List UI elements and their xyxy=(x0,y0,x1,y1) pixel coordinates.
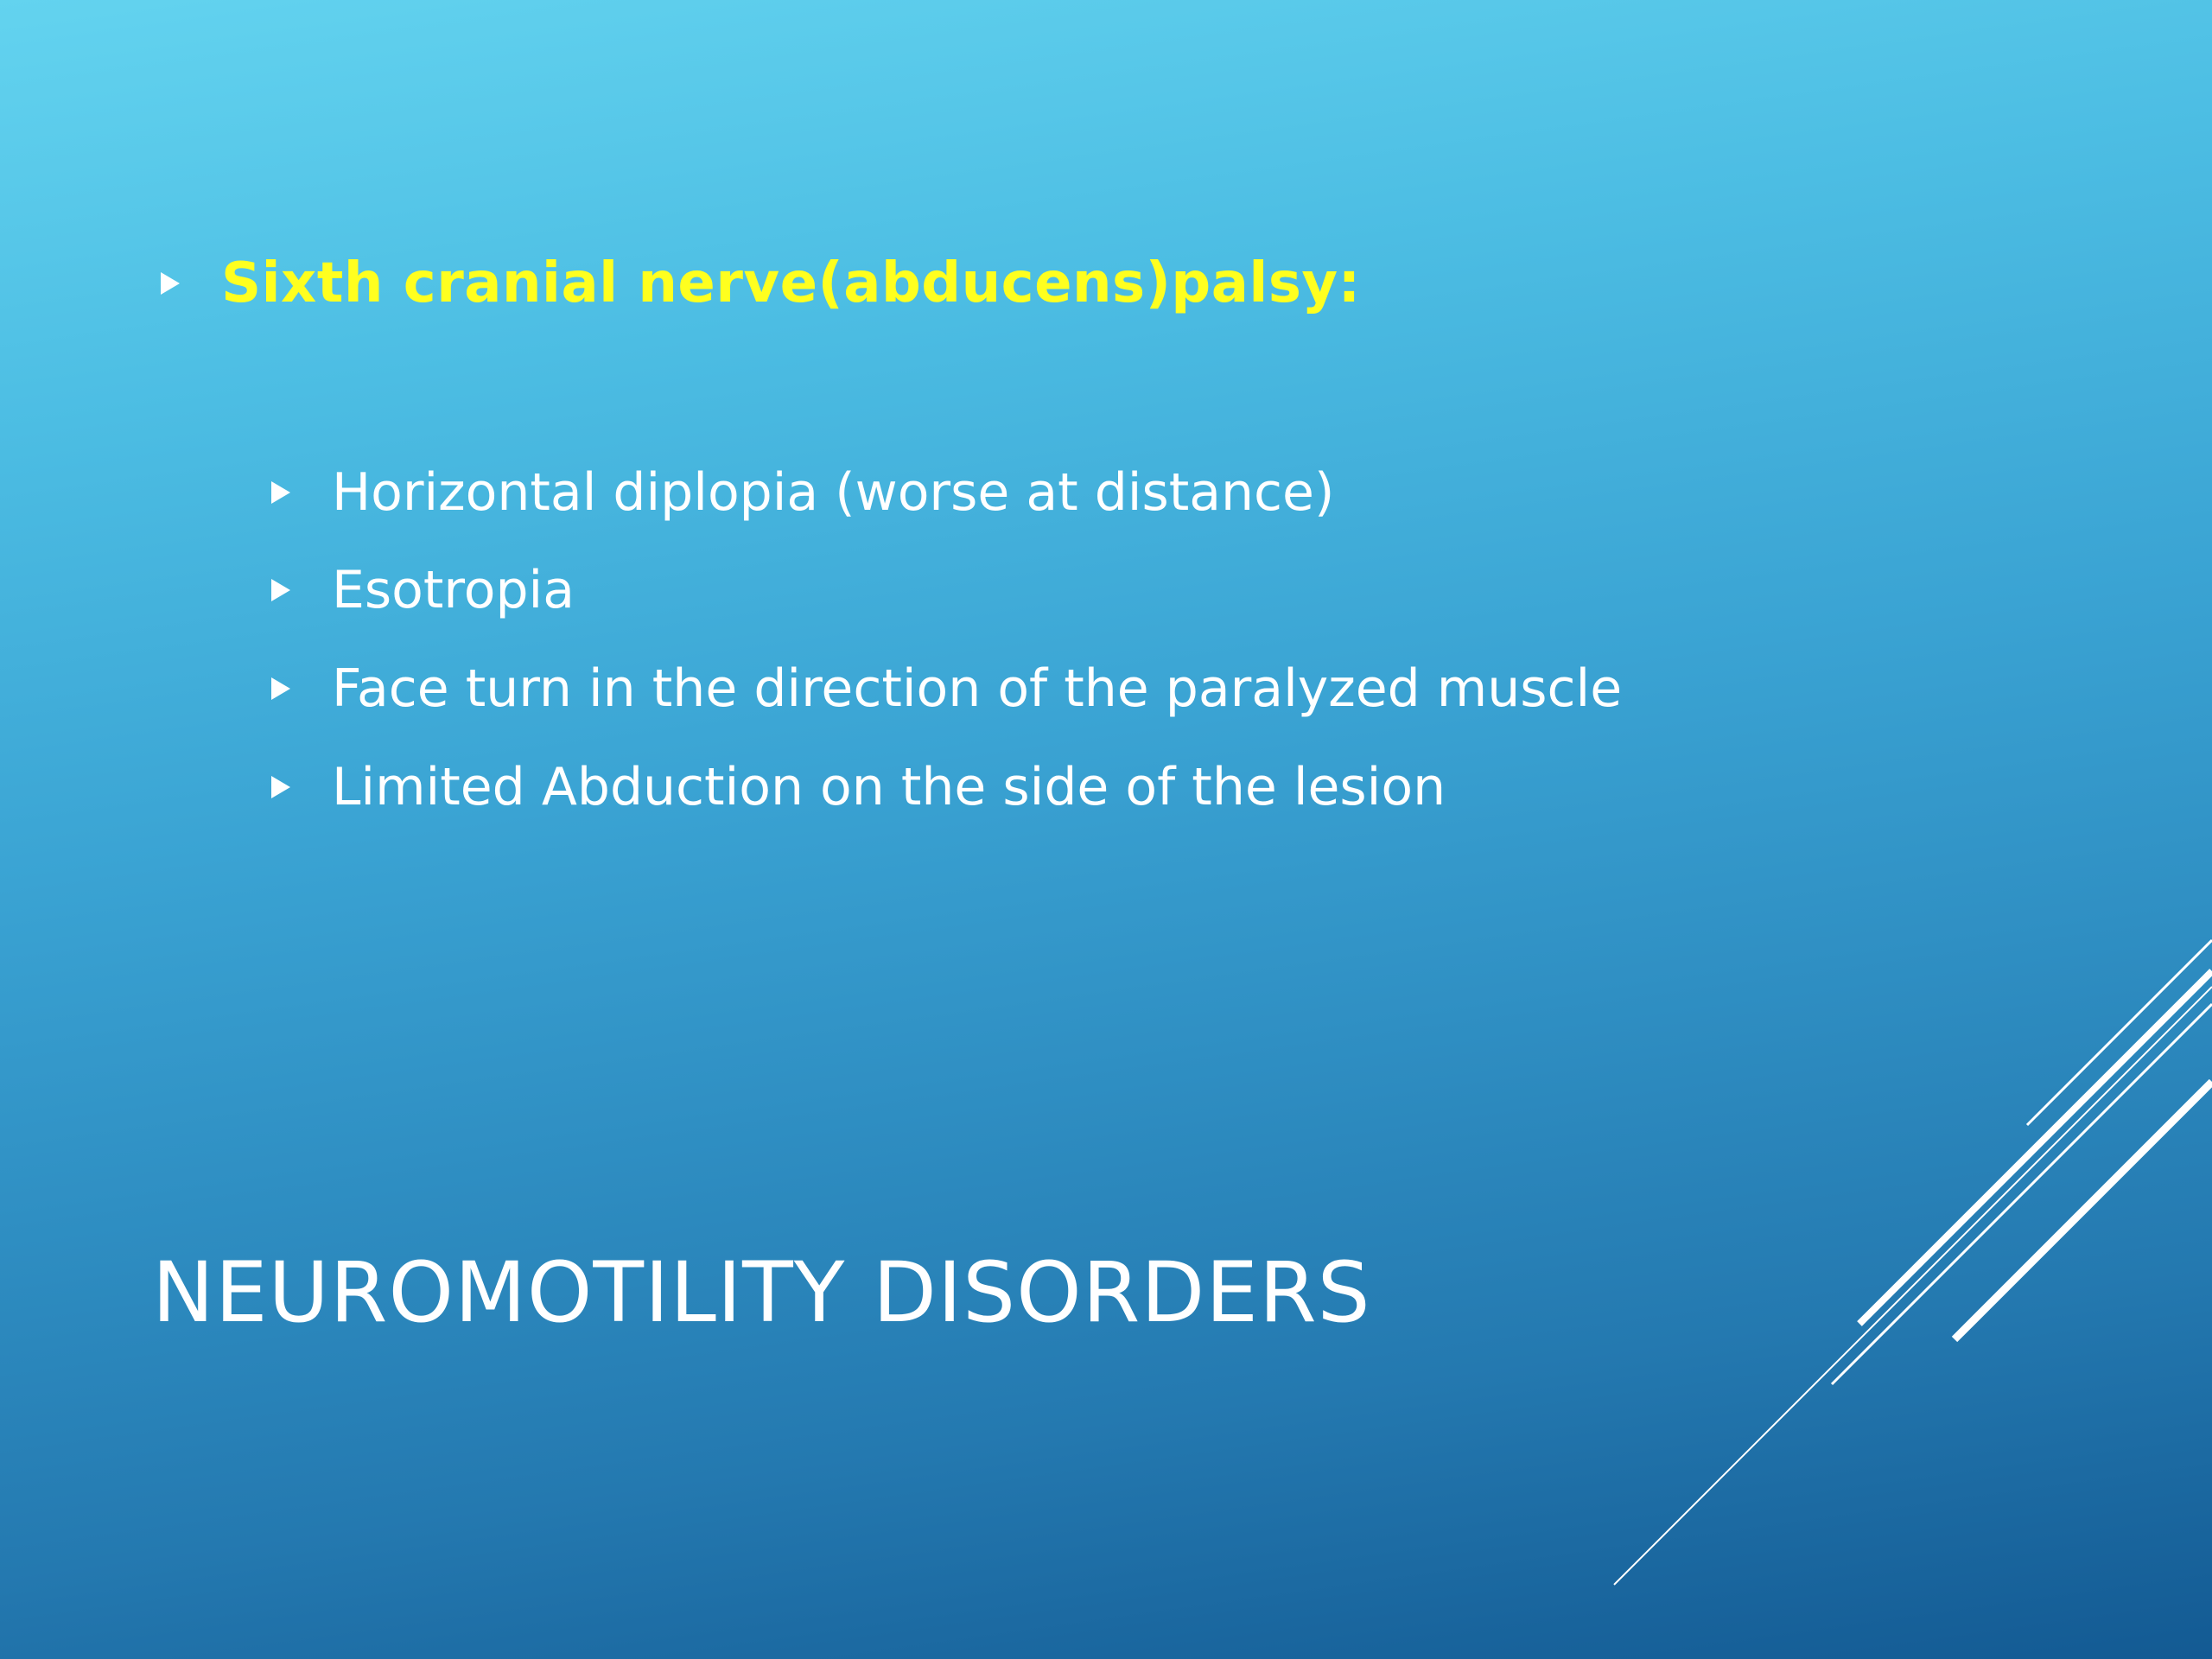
triangle-bullet-icon xyxy=(271,776,290,798)
triangle-bullet-icon xyxy=(271,579,290,601)
bullet-text: Horizontal diplopia (worse at distance) xyxy=(332,462,1335,523)
diagonal-line xyxy=(1955,1082,2212,1339)
triangle-bullet-icon xyxy=(161,272,180,295)
triangle-bullet-icon xyxy=(271,481,290,504)
list-item xyxy=(271,753,1446,822)
bullet-text: Esotropia xyxy=(332,560,575,620)
triangle-bullet-icon xyxy=(271,677,290,700)
heading-bullet-row xyxy=(161,249,1361,318)
bullet-text: Limited Abduction on the side of the lesion xyxy=(332,757,1446,817)
list-item xyxy=(271,458,1334,527)
slide-heading: Sixth cranial nerve(abducens)palsy: xyxy=(221,251,1361,315)
list-item xyxy=(271,654,1622,723)
diagonal-line xyxy=(1614,987,2212,1585)
diagonal-line xyxy=(2027,940,2212,1125)
slide-title: NEUROMOTILITY DISORDERS xyxy=(152,1244,1371,1341)
bullet-text: Face turn in the direction of the paralyzed muscle xyxy=(332,658,1623,719)
list-item xyxy=(271,556,575,625)
diagonal-line xyxy=(1859,971,2212,1324)
diagonal-line xyxy=(1832,1004,2212,1384)
